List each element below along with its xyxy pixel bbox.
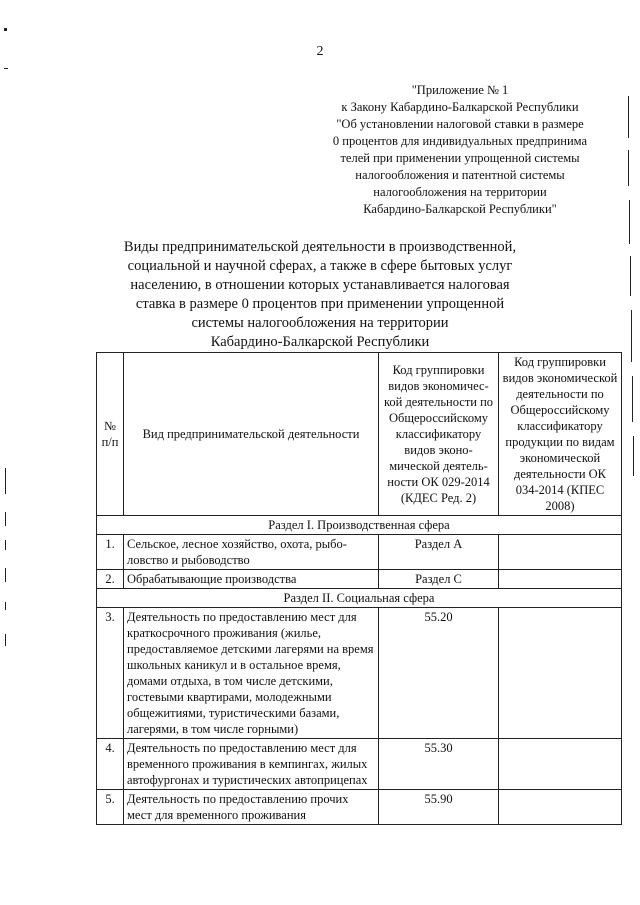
- scan-mark: [630, 256, 631, 296]
- section-header-row: [97, 589, 622, 608]
- row-activity: Деятельность по предоставлению прочих мест для временного проживания: [124, 790, 379, 825]
- title-line: системы налогообложения на территории: [191, 315, 449, 331]
- row-okved-code: 55.20: [379, 608, 499, 739]
- row-okpd-code: [499, 535, 622, 570]
- table-row: [97, 739, 622, 790]
- scan-mark: [631, 310, 632, 362]
- page-number: 2: [316, 44, 324, 59]
- title-line: Кабардино-Балкарской Республики: [210, 334, 430, 350]
- row-okpd-code: [499, 739, 622, 790]
- row-activity: Обрабатывающие производства: [124, 570, 379, 589]
- title-line: населению, в отношении которых устанавливается налоговая: [130, 277, 510, 293]
- table-row: [97, 570, 622, 589]
- scan-mark: [4, 68, 8, 69]
- row-number: 2.: [97, 570, 124, 589]
- section-social: Раздел II. Социальная сфера: [97, 589, 622, 608]
- row-okved-code: Раздел C: [379, 570, 499, 589]
- table-row: [97, 790, 622, 825]
- scan-mark: [5, 634, 6, 646]
- appendix-line: 0 процентов для индивидуальных предпринима: [332, 134, 588, 148]
- appendix-line: Кабардино-Балкарской Республики": [363, 202, 557, 216]
- table-row: [97, 608, 622, 739]
- row-okved-code: 55.90: [379, 790, 499, 825]
- table-header-row: [97, 353, 622, 516]
- header-activity: Вид предпринимательской деятельности: [124, 353, 379, 516]
- row-number: 1.: [97, 535, 124, 570]
- appendix-line: телей при применении упрощенной системы: [340, 151, 580, 165]
- section-header-row: [97, 516, 622, 535]
- header-number: № п/п: [97, 353, 124, 516]
- title-line: социальной и научной сферах, а также в сфере бытовых услуг: [127, 258, 513, 274]
- row-okved-code: 55.30: [379, 739, 499, 790]
- appendix-line: "Приложение № 1: [411, 83, 509, 97]
- scan-mark: [628, 96, 629, 138]
- document-title: [100, 238, 540, 352]
- appendix-line: налогообложения на территории: [373, 185, 547, 199]
- title-line: Виды предпринимательской деятельности в производственной,: [123, 239, 517, 255]
- row-number: 4.: [97, 739, 124, 790]
- row-activity: Сельское, лесное хозяйство, охота, рыболовство и рыбоводство: [124, 535, 379, 570]
- header-okpd-code: Код группировки видов экономической деятельности по Общероссийскому классификатору продукции по видам экономической деятельности ОК 034-2014 (КПЕС 2008): [499, 353, 622, 516]
- scan-mark: [629, 200, 630, 244]
- row-okpd-code: [499, 790, 622, 825]
- title-line: ставка в размере 0 процентов при применении упрощенной: [135, 296, 505, 312]
- appendix-reference: [300, 82, 620, 218]
- appendix-line: к Закону Кабардино-Балкарской Республики: [341, 100, 579, 114]
- activities-table: [96, 352, 622, 825]
- row-activity: Деятельность по предоставлению мест для краткосрочного проживания (жилье, предоставляемое детскими лагерями на время школьных каникул и в остальное время, домами отдыха, в том числе детскими, гостевыми квартирами, молодежными общежитиями, туристическими базами, лагерями, в том числе горными): [124, 608, 379, 739]
- scan-mark: [5, 468, 6, 494]
- scan-mark: [5, 540, 6, 550]
- scan-mark: [5, 568, 6, 582]
- row-activity: Деятельность по предоставлению мест для временного проживания в кемпингах, жилых автофургонах и туристических автоприцепах: [124, 739, 379, 790]
- header-okved-code: Код группировки видов экономической деятельности по Общероссийскому классификатору видов экономической деятельности ОК 029-2014 (КДЕС Ред. 2): [379, 353, 499, 516]
- row-number: 5.: [97, 790, 124, 825]
- row-okpd-code: [499, 608, 622, 739]
- scan-mark: [633, 436, 634, 476]
- scan-mark: [4, 28, 7, 31]
- appendix-line: "Об установлении налоговой ставки в размере: [336, 117, 584, 131]
- scan-mark: [632, 376, 633, 422]
- section-production: Раздел I. Производственная сфера: [97, 516, 622, 535]
- scan-mark: [5, 602, 6, 610]
- row-okpd-code: [499, 570, 622, 589]
- table-row: [97, 535, 622, 570]
- row-number: 3.: [97, 608, 124, 739]
- scan-mark: [628, 150, 629, 186]
- scan-mark: [5, 512, 6, 526]
- row-okved-code: Раздел A: [379, 535, 499, 570]
- appendix-line: налогообложения и патентной системы: [355, 168, 565, 182]
